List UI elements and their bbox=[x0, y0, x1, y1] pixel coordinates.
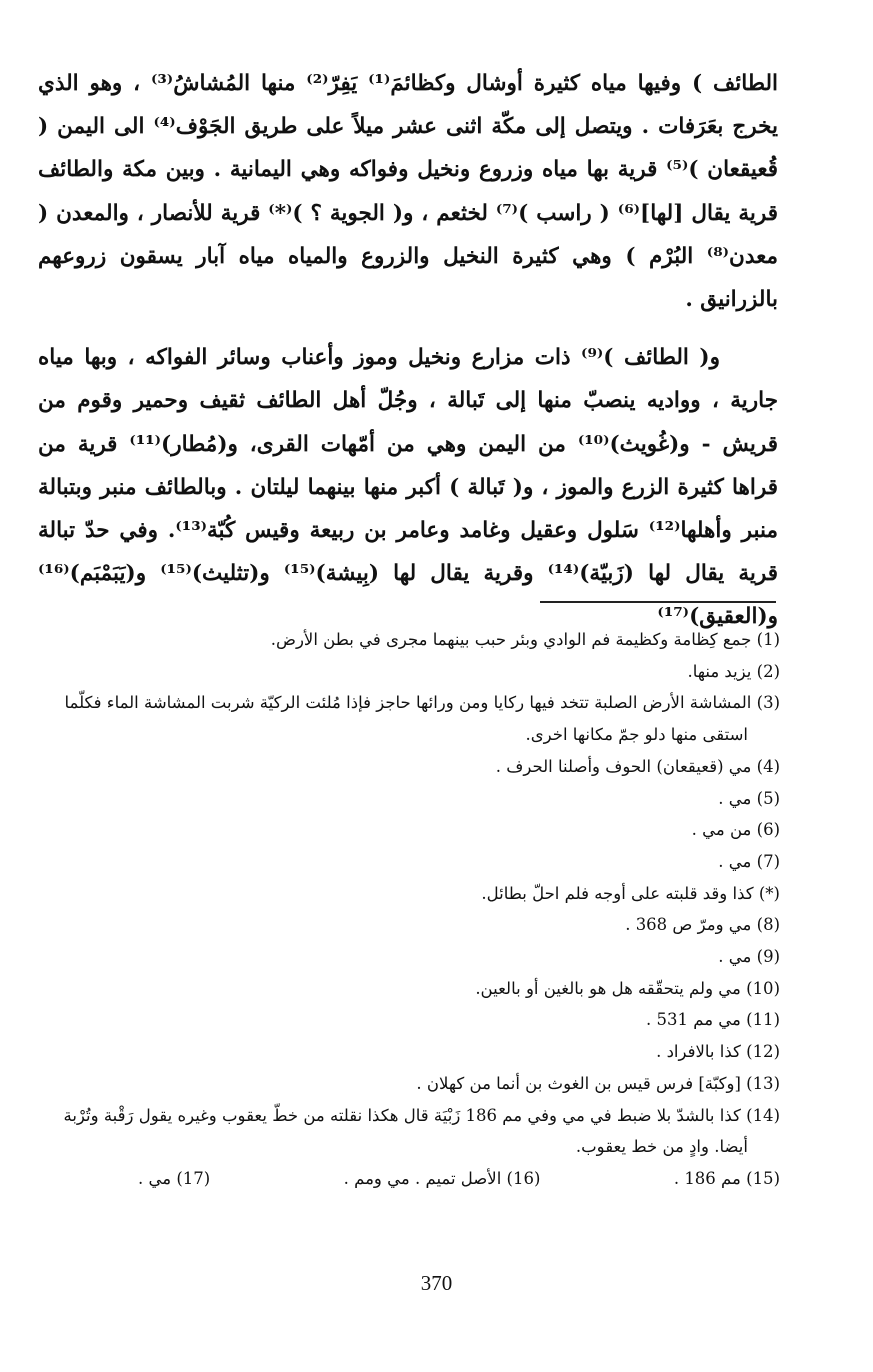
page-number: 370 bbox=[420, 1271, 453, 1295]
footnote: (15) مم 186 . bbox=[673, 1168, 780, 1188]
footnote: (4) مي (قعيقعان) الحوف وأصلنا الحرف . bbox=[495, 756, 780, 776]
footnote: (14) كذا بالشدّ بلا ضبط في مي وفي مم 186 زَبْيَة قال هكذا نقلته من خطّ يعقوب وغيره يقول رَقْبة وتُرْبة أيضا. وادٍ من خط يعقوب. bbox=[63, 1105, 780, 1157]
footnote: (7) مي . bbox=[718, 851, 780, 871]
footnote: (16) الأصل تميم . مي ومم . bbox=[343, 1168, 541, 1188]
footnote: (2) يزيد منها. bbox=[687, 661, 780, 681]
footnote: (10) مي ولم يتحقّقه هل هو بالغين أو بالعين. bbox=[475, 978, 780, 998]
footnote: (12) كذا بالافراد . bbox=[656, 1042, 780, 1062]
footnote-separator bbox=[540, 601, 776, 603]
footnote: (8) مي ومرّ ص 368 . bbox=[625, 915, 780, 935]
footnote: (1) جمع كِظامة وكظيمة فم الوادي وبئر حبب بينهما مجرى في بطن الأرض. bbox=[270, 630, 780, 649]
footnote: (*) كذا وقد قلبته على أوجه فلم احلّ بطائل. bbox=[481, 883, 780, 903]
footnote: (17) مي . bbox=[138, 1168, 211, 1188]
footnote: (6) من مي . bbox=[691, 820, 780, 840]
footnote: (5) مي . bbox=[718, 788, 780, 808]
paragraph: الطائف ) وفيها مياه كثيرة أوشال وكظائمَ⁽¹⁾ يَفِرّ⁽²⁾ منها المُشاشُ⁽³⁾ ، وهو الذي يخرج بعَرَفات . ويتصل إلى مكّة اثنى عشر ميلاً على طريق الجَوْف⁽⁴⁾ الى اليمن ( قُعيقعان )⁽⁵⁾ قرية بها مياه وزروع ونخيل وفواكه وهي اليمانية . وبين مكة والطائف قرية يقال [لها]⁽⁶⁾ ( راسب )⁽⁷⁾ لخثعم ، و( الجوية ؟ )⁽*⁾ قرية للأنصار ، والمعدن ( معدن⁽⁸⁾ البُرْم ) وهي كثيرة النخيل والزروع والمياه مياه آبار يسقون زروعهم بالزرانيق . bbox=[38, 71, 779, 313]
footnote: (9) مي . bbox=[718, 947, 780, 967]
footnote: (13) [وكبّة] فرس قيس بن الغوث بن أنما من كهلان . bbox=[416, 1073, 780, 1093]
footnote: (11) مي مم 531 . bbox=[645, 1010, 780, 1030]
main-text bbox=[38, 62, 778, 639]
footnote: (3) المشاشة الأرض الصلبة تتخد فيها ركايا ومن ورائها حاجز فإذا مُلئت الركيّة شربت المشاشة الماء فكلّما استقى منها دلو جمّ مكانها اخرى. bbox=[64, 693, 780, 745]
footnotes bbox=[38, 624, 780, 1195]
paragraph: و( الطائف )⁽⁹⁾ ذات مزارع ونخيل وموز وأعناب وسائر الفواكه ، وبها مياه جارية ، وواديه ينصبّ منها إلى تَبالة ، وجُلّ أهل الطائف ثقيف وحمير وقوم من قريش - و(غُويث)⁽¹⁰⁾ من اليمن وهي من أمّهات القرى، و(مُطار)⁽¹¹⁾ قرية من قراها كثيرة الزرع والموز ، و( تَبالة ) أكبر منها بينهما ليلتان . وبالطائف منبر وبتبالة منبر وأهلها⁽¹²⁾ سَلول وعقيل وغامد وعامر بن ربيعة وقيس كُبّة⁽¹³⁾. وفي حدّ تبالة قرية يقال لها (زَبيّة)⁽¹⁴⁾ وقرية يقال لها (بِيشة)⁽¹⁵⁾ و(تثليث)⁽¹⁵⁾ و(يَبَمْبَم)⁽¹⁶⁾ و(العقيق)⁽¹⁷⁾ bbox=[38, 345, 779, 630]
footnote-row bbox=[38, 1163, 780, 1195]
